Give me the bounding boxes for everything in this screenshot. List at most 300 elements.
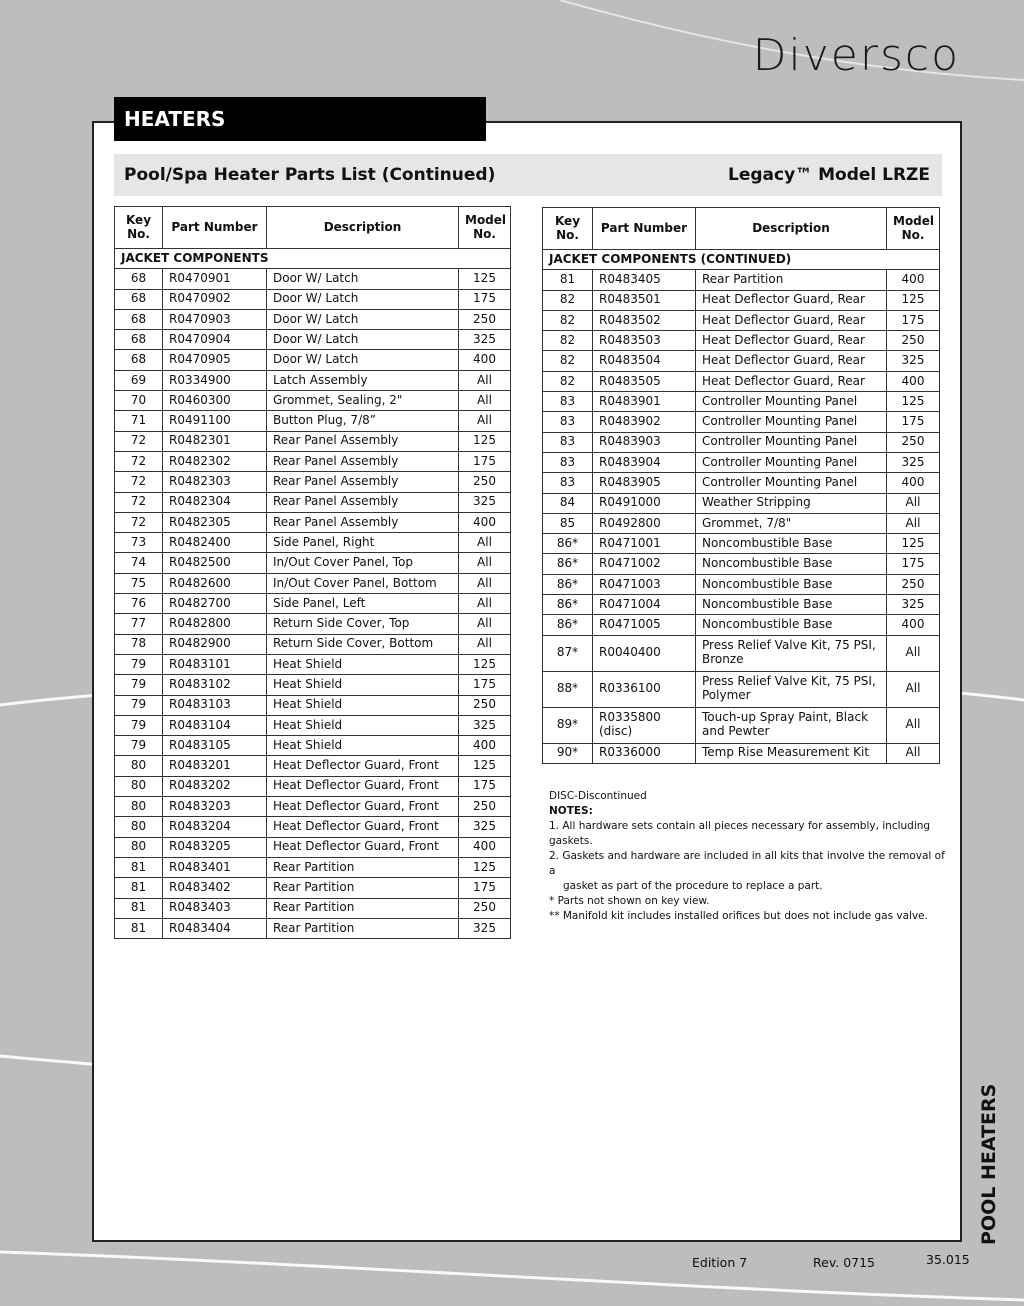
key-no-cell: 87* bbox=[543, 635, 593, 671]
model-no-cell: All bbox=[887, 493, 940, 513]
table-row bbox=[543, 513, 940, 533]
part-number-cell: R0483501 bbox=[593, 290, 696, 310]
model-no-cell: 400 bbox=[459, 512, 511, 532]
key-no-cell: 80 bbox=[115, 756, 163, 776]
description-cell: Rear Partition bbox=[267, 857, 459, 877]
description-cell: Rear Partition bbox=[267, 878, 459, 898]
model-no-cell: 175 bbox=[459, 878, 511, 898]
model-no-cell: All bbox=[887, 513, 940, 533]
model-no-cell: 125 bbox=[459, 269, 511, 289]
part-number-cell: R0482700 bbox=[163, 594, 267, 614]
description-cell: Door W/ Latch bbox=[267, 269, 459, 289]
note-item: 2. Gaskets and hardware are included in all kits that involve the removal of a bbox=[549, 850, 945, 877]
table-row bbox=[115, 898, 511, 918]
table-row bbox=[115, 573, 511, 593]
table-row bbox=[115, 695, 511, 715]
table-row bbox=[115, 330, 511, 350]
part-number-cell: R0483905 bbox=[593, 473, 696, 493]
table-row bbox=[543, 615, 940, 635]
part-number-cell: R0482400 bbox=[163, 533, 267, 553]
description-cell: Door W/ Latch bbox=[267, 309, 459, 329]
key-no-cell: 72 bbox=[115, 492, 163, 512]
model-no-cell: 325 bbox=[459, 330, 511, 350]
key-no-cell: 81 bbox=[543, 270, 593, 290]
table-row bbox=[115, 614, 511, 634]
description-cell: Return Side Cover, Top bbox=[267, 614, 459, 634]
description-cell: Heat Deflector Guard, Front bbox=[267, 837, 459, 857]
key-no-cell: 88* bbox=[543, 671, 593, 707]
part-number-cell: R0335800 (disc) bbox=[593, 707, 696, 743]
model-no-cell: 250 bbox=[887, 574, 940, 594]
model-no-cell: 125 bbox=[459, 654, 511, 674]
model-no-cell: All bbox=[459, 634, 511, 654]
col-description-header: Description bbox=[267, 207, 459, 249]
description-cell: Grommet, Sealing, 2" bbox=[267, 391, 459, 411]
key-no-cell: 69 bbox=[115, 370, 163, 390]
key-no-cell: 83 bbox=[543, 432, 593, 452]
table-row bbox=[115, 492, 511, 512]
part-number-cell: R0471003 bbox=[593, 574, 696, 594]
part-number-cell: R0491100 bbox=[163, 411, 267, 431]
model-no-cell: 125 bbox=[459, 756, 511, 776]
description-cell: Heat Deflector Guard, Rear bbox=[696, 371, 887, 391]
part-number-cell: R0470904 bbox=[163, 330, 267, 350]
key-no-cell: 82 bbox=[543, 290, 593, 310]
brand-logo: Diversco bbox=[752, 30, 960, 81]
part-number-cell: R0483201 bbox=[163, 756, 267, 776]
key-no-cell: 80 bbox=[115, 837, 163, 857]
table-row bbox=[115, 512, 511, 532]
key-no-cell: 80 bbox=[115, 817, 163, 837]
model-no-cell: 125 bbox=[459, 431, 511, 451]
model-no-cell: All bbox=[459, 594, 511, 614]
table-row bbox=[543, 392, 940, 412]
key-no-cell: 86* bbox=[543, 595, 593, 615]
description-cell: Controller Mounting Panel bbox=[696, 432, 887, 452]
model-no-cell: 125 bbox=[887, 534, 940, 554]
part-number-cell: R0483202 bbox=[163, 776, 267, 796]
key-no-cell: 68 bbox=[115, 350, 163, 370]
description-cell: Controller Mounting Panel bbox=[696, 412, 887, 432]
model-no-cell: All bbox=[887, 635, 940, 671]
table-row bbox=[115, 391, 511, 411]
table-row bbox=[543, 743, 940, 763]
model-no-cell: All bbox=[459, 533, 511, 553]
description-cell: Heat Shield bbox=[267, 695, 459, 715]
model-no-cell: 125 bbox=[459, 857, 511, 877]
note-item: gasket as part of the procedure to replace a part. bbox=[563, 880, 823, 892]
part-number-cell: R0482303 bbox=[163, 472, 267, 492]
model-no-cell: 400 bbox=[459, 837, 511, 857]
part-number-cell: R0482900 bbox=[163, 634, 267, 654]
table-row bbox=[115, 634, 511, 654]
table-row bbox=[543, 595, 940, 615]
description-cell: Touch-up Spray Paint, Black and Pewter bbox=[696, 707, 887, 743]
part-number-cell: R0471004 bbox=[593, 595, 696, 615]
col-key-header: Key No. bbox=[115, 207, 163, 249]
key-no-cell: 80 bbox=[115, 797, 163, 817]
table-row bbox=[543, 707, 940, 743]
part-number-cell: R0482304 bbox=[163, 492, 267, 512]
table-row bbox=[115, 309, 511, 329]
key-no-cell: 71 bbox=[115, 411, 163, 431]
model-no-cell: 175 bbox=[459, 675, 511, 695]
part-number-cell: R0483503 bbox=[593, 331, 696, 351]
model-no-cell: All bbox=[459, 614, 511, 634]
description-cell: Controller Mounting Panel bbox=[696, 473, 887, 493]
key-no-cell: 76 bbox=[115, 594, 163, 614]
key-no-cell: 72 bbox=[115, 512, 163, 532]
table-row bbox=[115, 350, 511, 370]
key-no-cell: 83 bbox=[543, 452, 593, 472]
part-number-cell: R0492800 bbox=[593, 513, 696, 533]
key-no-cell: 80 bbox=[115, 776, 163, 796]
key-no-cell: 90* bbox=[543, 743, 593, 763]
table-row bbox=[115, 411, 511, 431]
model-no-cell: All bbox=[459, 370, 511, 390]
table-row bbox=[115, 675, 511, 695]
parts-table-left bbox=[114, 206, 511, 939]
model-no-cell: 175 bbox=[887, 310, 940, 330]
col-model-header: Model No. bbox=[887, 208, 940, 250]
part-number-cell: R0483903 bbox=[593, 432, 696, 452]
key-no-cell: 85 bbox=[543, 513, 593, 533]
model-no-cell: 400 bbox=[887, 371, 940, 391]
description-cell: Heat Shield bbox=[267, 736, 459, 756]
key-no-cell: 86* bbox=[543, 615, 593, 635]
key-no-cell: 81 bbox=[115, 898, 163, 918]
part-number-cell: R0483402 bbox=[163, 878, 267, 898]
key-no-cell: 79 bbox=[115, 675, 163, 695]
description-cell: Side Panel, Left bbox=[267, 594, 459, 614]
model-no-cell: All bbox=[887, 671, 940, 707]
key-no-cell: 79 bbox=[115, 736, 163, 756]
table-row bbox=[115, 878, 511, 898]
model-no-cell: 125 bbox=[887, 290, 940, 310]
model-no-cell: 325 bbox=[887, 351, 940, 371]
part-number-cell: R0483504 bbox=[593, 351, 696, 371]
part-number-cell: R0483104 bbox=[163, 715, 267, 735]
model-no-cell: 250 bbox=[459, 898, 511, 918]
table-row bbox=[543, 371, 940, 391]
part-number-cell: R0482800 bbox=[163, 614, 267, 634]
part-number-cell: R0336000 bbox=[593, 743, 696, 763]
description-cell: In/Out Cover Panel, Top bbox=[267, 553, 459, 573]
table-row bbox=[543, 635, 940, 671]
key-no-cell: 78 bbox=[115, 634, 163, 654]
table-row bbox=[543, 412, 940, 432]
key-no-cell: 70 bbox=[115, 391, 163, 411]
key-no-cell: 81 bbox=[115, 878, 163, 898]
description-cell: Rear Partition bbox=[696, 270, 887, 290]
part-number-cell: R0483505 bbox=[593, 371, 696, 391]
model-title: Legacy™ Model LRZE bbox=[728, 165, 930, 185]
model-no-cell: All bbox=[459, 573, 511, 593]
table-row bbox=[543, 534, 940, 554]
part-number-cell: R0483502 bbox=[593, 310, 696, 330]
part-number-cell: R0482500 bbox=[163, 553, 267, 573]
part-number-cell: R0483205 bbox=[163, 837, 267, 857]
model-no-cell: 250 bbox=[459, 797, 511, 817]
table-row bbox=[115, 857, 511, 877]
model-no-cell: 250 bbox=[887, 331, 940, 351]
key-no-cell: 81 bbox=[115, 857, 163, 877]
key-no-cell: 82 bbox=[543, 310, 593, 330]
model-no-cell: 175 bbox=[459, 289, 511, 309]
description-cell: Rear Partition bbox=[267, 918, 459, 938]
table-row bbox=[115, 594, 511, 614]
description-cell: Noncombustible Base bbox=[696, 534, 887, 554]
model-no-cell: 250 bbox=[459, 309, 511, 329]
description-cell: Noncombustible Base bbox=[696, 554, 887, 574]
part-number-cell: R0483902 bbox=[593, 412, 696, 432]
description-cell: Press Relief Valve Kit, 75 PSI, Bronze bbox=[696, 635, 887, 671]
table-row bbox=[115, 533, 511, 553]
table-row bbox=[543, 554, 940, 574]
model-no-cell: 175 bbox=[887, 412, 940, 432]
key-no-cell: 86* bbox=[543, 574, 593, 594]
part-number-cell: R0482305 bbox=[163, 512, 267, 532]
part-number-cell: R0040400 bbox=[593, 635, 696, 671]
description-cell: Heat Shield bbox=[267, 675, 459, 695]
model-no-cell: 400 bbox=[887, 270, 940, 290]
key-no-cell: 72 bbox=[115, 472, 163, 492]
description-cell: Heat Deflector Guard, Rear bbox=[696, 310, 887, 330]
key-no-cell: 83 bbox=[543, 392, 593, 412]
description-cell: Grommet, 7/8" bbox=[696, 513, 887, 533]
footer-rev: Rev. 0715 bbox=[813, 1255, 875, 1270]
description-cell: Door W/ Latch bbox=[267, 330, 459, 350]
table-row bbox=[115, 654, 511, 674]
model-no-cell: 250 bbox=[459, 472, 511, 492]
model-no-cell: All bbox=[887, 743, 940, 763]
key-no-cell: 86* bbox=[543, 534, 593, 554]
description-cell: Return Side Cover, Bottom bbox=[267, 634, 459, 654]
table-row bbox=[543, 473, 940, 493]
key-no-cell: 82 bbox=[543, 351, 593, 371]
description-cell: Heat Deflector Guard, Front bbox=[267, 776, 459, 796]
col-model-header: Model No. bbox=[459, 207, 511, 249]
table-row bbox=[115, 837, 511, 857]
description-cell: Rear Panel Assembly bbox=[267, 492, 459, 512]
description-cell: Door W/ Latch bbox=[267, 289, 459, 309]
key-no-cell: 72 bbox=[115, 431, 163, 451]
description-cell: Temp Rise Measurement Kit bbox=[696, 743, 887, 763]
table-row bbox=[115, 736, 511, 756]
table-row bbox=[543, 331, 940, 351]
key-no-cell: 73 bbox=[115, 533, 163, 553]
description-cell: Heat Deflector Guard, Front bbox=[267, 756, 459, 776]
description-cell: Door W/ Latch bbox=[267, 350, 459, 370]
part-number-cell: R0482301 bbox=[163, 431, 267, 451]
notes-title: NOTES: bbox=[549, 805, 593, 817]
part-number-cell: R0483103 bbox=[163, 695, 267, 715]
description-cell: Weather Stripping bbox=[696, 493, 887, 513]
key-no-cell: 75 bbox=[115, 573, 163, 593]
footer-edition: Edition 7 bbox=[692, 1255, 748, 1270]
table-row bbox=[115, 776, 511, 796]
part-number-cell: R0334900 bbox=[163, 370, 267, 390]
description-cell: Heat Shield bbox=[267, 715, 459, 735]
table-row bbox=[543, 432, 940, 452]
description-cell: Noncombustible Base bbox=[696, 615, 887, 635]
part-number-cell: R0482302 bbox=[163, 451, 267, 471]
group-label: JACKET COMPONENTS bbox=[115, 249, 511, 269]
table-row bbox=[115, 918, 511, 938]
section-title: HEATERS bbox=[114, 97, 486, 141]
table-row bbox=[115, 797, 511, 817]
description-cell: Heat Deflector Guard, Rear bbox=[696, 290, 887, 310]
model-no-cell: All bbox=[887, 707, 940, 743]
description-cell: In/Out Cover Panel, Bottom bbox=[267, 573, 459, 593]
table-row bbox=[115, 451, 511, 471]
note-item: ** Manifold kit includes installed orifices but does not include gas valve. bbox=[549, 910, 928, 922]
key-no-cell: 68 bbox=[115, 309, 163, 329]
table-row bbox=[543, 574, 940, 594]
description-cell: Rear Panel Assembly bbox=[267, 451, 459, 471]
description-cell: Heat Deflector Guard, Front bbox=[267, 797, 459, 817]
part-number-cell: R0483101 bbox=[163, 654, 267, 674]
model-no-cell: 400 bbox=[887, 473, 940, 493]
part-number-cell: R0336100 bbox=[593, 671, 696, 707]
description-cell: Latch Assembly bbox=[267, 370, 459, 390]
key-no-cell: 86* bbox=[543, 554, 593, 574]
key-no-cell: 68 bbox=[115, 269, 163, 289]
key-no-cell: 83 bbox=[543, 412, 593, 432]
part-number-cell: R0483901 bbox=[593, 392, 696, 412]
table-row bbox=[115, 756, 511, 776]
part-number-cell: R0471002 bbox=[593, 554, 696, 574]
key-no-cell: 79 bbox=[115, 654, 163, 674]
description-cell: Button Plug, 7/8” bbox=[267, 411, 459, 431]
table-row bbox=[543, 493, 940, 513]
description-cell: Heat Deflector Guard, Rear bbox=[696, 351, 887, 371]
description-cell: Side Panel, Right bbox=[267, 533, 459, 553]
part-number-cell: R0491000 bbox=[593, 493, 696, 513]
model-no-cell: All bbox=[459, 411, 511, 431]
table-row bbox=[115, 817, 511, 837]
table-row bbox=[115, 289, 511, 309]
key-no-cell: 68 bbox=[115, 330, 163, 350]
subheader-title: Pool/Spa Heater Parts List (Continued) bbox=[124, 165, 496, 185]
part-number-cell: R0483401 bbox=[163, 857, 267, 877]
model-no-cell: All bbox=[459, 553, 511, 573]
table-row bbox=[543, 270, 940, 290]
note-item: * Parts not shown on key view. bbox=[549, 895, 710, 907]
model-no-cell: 325 bbox=[459, 715, 511, 735]
part-number-cell: R0470903 bbox=[163, 309, 267, 329]
model-no-cell: 325 bbox=[887, 595, 940, 615]
notes-block bbox=[549, 789, 949, 924]
group-label: JACKET COMPONENTS (CONTINUED) bbox=[543, 250, 940, 270]
footer-page-number: 35.015 bbox=[926, 1252, 970, 1267]
table-row bbox=[543, 310, 940, 330]
description-cell: Rear Panel Assembly bbox=[267, 431, 459, 451]
description-cell: Controller Mounting Panel bbox=[696, 392, 887, 412]
table-row bbox=[115, 370, 511, 390]
description-cell: Heat Deflector Guard, Front bbox=[267, 817, 459, 837]
side-label: POOL HEATERS bbox=[978, 1083, 1000, 1245]
key-no-cell: 79 bbox=[115, 695, 163, 715]
table-row bbox=[543, 452, 940, 472]
part-number-cell: R0483204 bbox=[163, 817, 267, 837]
table-row bbox=[115, 431, 511, 451]
col-key-header: Key No. bbox=[543, 208, 593, 250]
model-no-cell: 400 bbox=[887, 615, 940, 635]
table-row bbox=[543, 671, 940, 707]
key-no-cell: 89* bbox=[543, 707, 593, 743]
key-no-cell: 77 bbox=[115, 614, 163, 634]
part-number-cell: R0471005 bbox=[593, 615, 696, 635]
model-no-cell: 400 bbox=[459, 350, 511, 370]
disc-note: DISC-Discontinued bbox=[549, 790, 647, 802]
model-no-cell: 325 bbox=[459, 492, 511, 512]
description-cell: Rear Partition bbox=[267, 898, 459, 918]
description-cell: Noncombustible Base bbox=[696, 574, 887, 594]
key-no-cell: 84 bbox=[543, 493, 593, 513]
description-cell: Noncombustible Base bbox=[696, 595, 887, 615]
part-number-cell: R0483102 bbox=[163, 675, 267, 695]
model-no-cell: 175 bbox=[887, 554, 940, 574]
subheader-bar bbox=[114, 154, 942, 196]
description-cell: Rear Panel Assembly bbox=[267, 472, 459, 492]
parts-table-right bbox=[542, 207, 940, 764]
part-number-cell: R0482600 bbox=[163, 573, 267, 593]
key-no-cell: 79 bbox=[115, 715, 163, 735]
table-row bbox=[543, 290, 940, 310]
key-no-cell: 74 bbox=[115, 553, 163, 573]
col-description-header: Description bbox=[696, 208, 887, 250]
part-number-cell: R0483403 bbox=[163, 898, 267, 918]
key-no-cell: 83 bbox=[543, 473, 593, 493]
part-number-cell: R0483105 bbox=[163, 736, 267, 756]
part-number-cell: R0471001 bbox=[593, 534, 696, 554]
description-cell: Heat Deflector Guard, Rear bbox=[696, 331, 887, 351]
model-no-cell: 175 bbox=[459, 451, 511, 471]
description-cell: Rear Panel Assembly bbox=[267, 512, 459, 532]
part-number-cell: R0470902 bbox=[163, 289, 267, 309]
col-part-header: Part Number bbox=[163, 207, 267, 249]
key-no-cell: 72 bbox=[115, 451, 163, 471]
key-no-cell: 82 bbox=[543, 371, 593, 391]
part-number-cell: R0460300 bbox=[163, 391, 267, 411]
model-no-cell: 250 bbox=[459, 695, 511, 715]
model-no-cell: 400 bbox=[459, 736, 511, 756]
part-number-cell: R0483203 bbox=[163, 797, 267, 817]
key-no-cell: 81 bbox=[115, 918, 163, 938]
table-row bbox=[115, 472, 511, 492]
part-number-cell: R0483405 bbox=[593, 270, 696, 290]
description-cell: Heat Shield bbox=[267, 654, 459, 674]
model-no-cell: 250 bbox=[887, 432, 940, 452]
table-row bbox=[115, 269, 511, 289]
part-number-cell: R0483404 bbox=[163, 918, 267, 938]
description-cell: Controller Mounting Panel bbox=[696, 452, 887, 472]
part-number-cell: R0470901 bbox=[163, 269, 267, 289]
model-no-cell: All bbox=[459, 391, 511, 411]
description-cell: Press Relief Valve Kit, 75 PSI, Polymer bbox=[696, 671, 887, 707]
part-number-cell: R0470905 bbox=[163, 350, 267, 370]
model-no-cell: 125 bbox=[887, 392, 940, 412]
table-row bbox=[115, 553, 511, 573]
part-number-cell: R0483904 bbox=[593, 452, 696, 472]
model-no-cell: 175 bbox=[459, 776, 511, 796]
model-no-cell: 325 bbox=[459, 817, 511, 837]
table-row bbox=[543, 351, 940, 371]
model-no-cell: 325 bbox=[887, 452, 940, 472]
model-no-cell: 325 bbox=[459, 918, 511, 938]
key-no-cell: 68 bbox=[115, 289, 163, 309]
